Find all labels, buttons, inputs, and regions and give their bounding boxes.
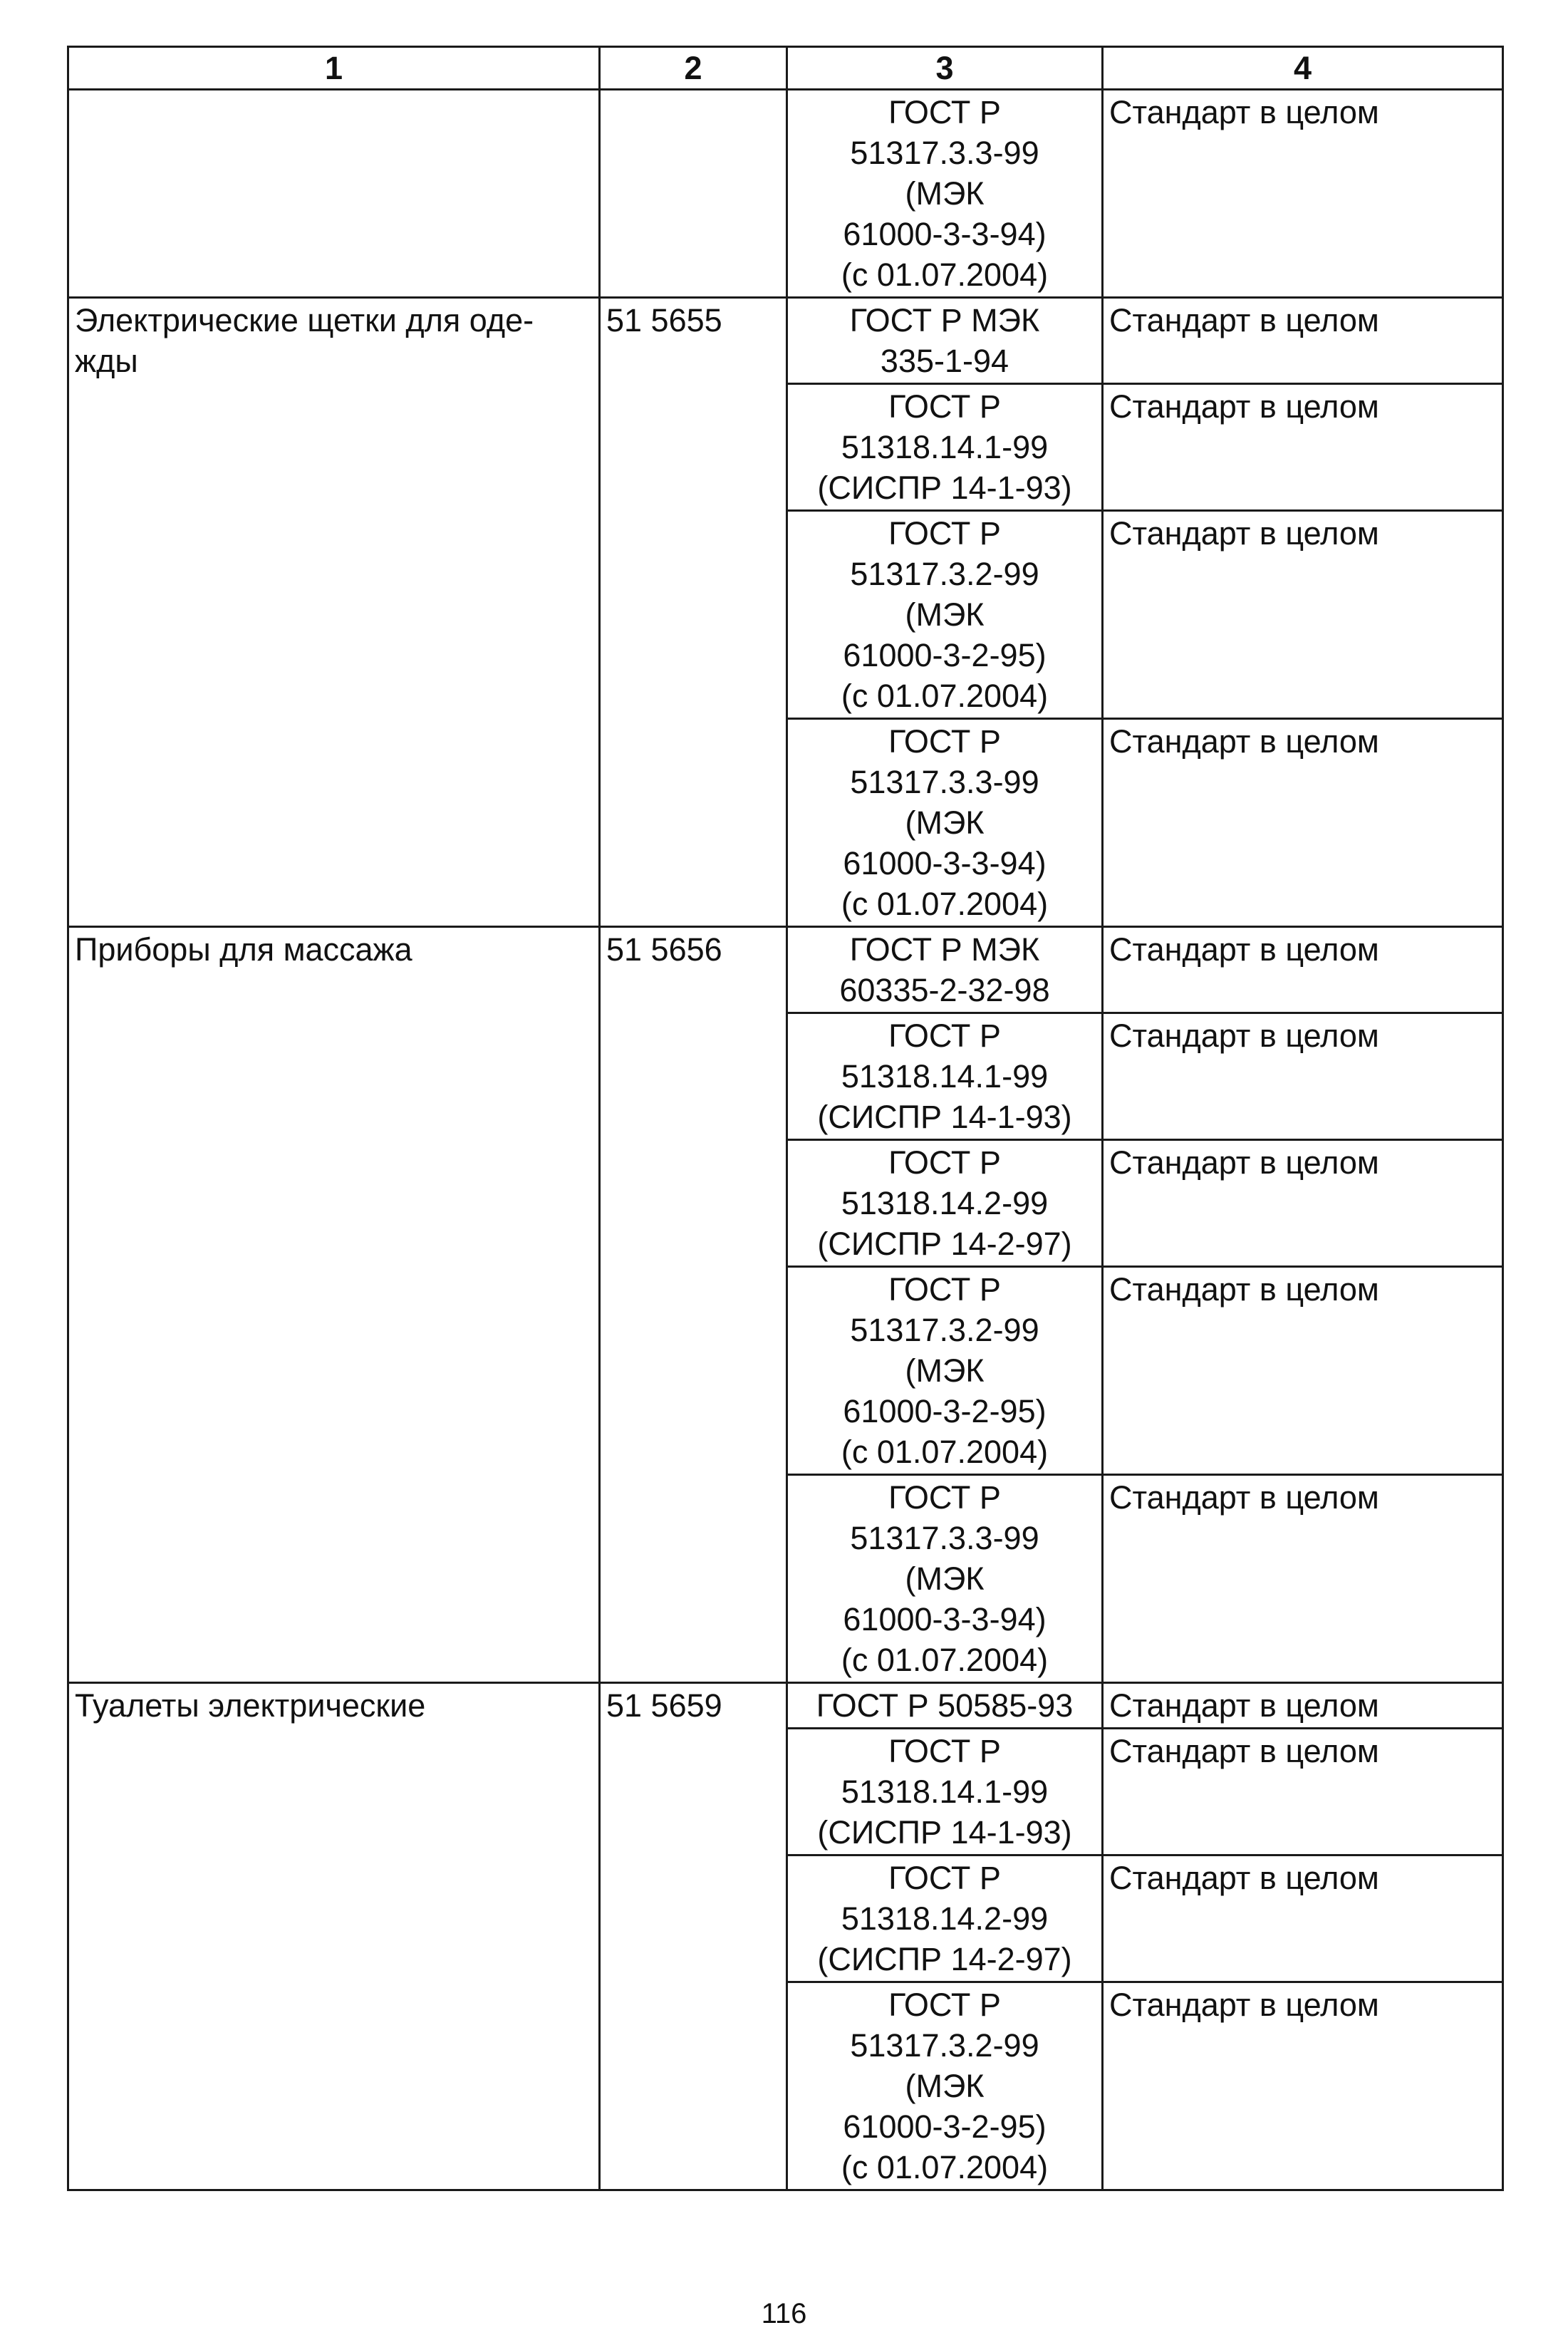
scope-cell: Стандарт в целом <box>1103 298 1503 384</box>
product-code-cell <box>600 90 787 298</box>
standard-line: 51317.3.2-99 <box>850 1312 1039 1348</box>
standard-line: ГОСТ Р 50585-93 <box>816 1687 1074 1724</box>
standard-line: 61000-3-3-94) <box>843 1601 1047 1637</box>
standard-line: ГОСТ Р <box>888 94 1001 130</box>
standard-line: ГОСТ Р <box>888 1271 1001 1308</box>
standard-cell <box>787 384 1103 511</box>
standard-line: ГОСТ Р <box>888 1018 1001 1054</box>
product-name-cell: Приборы для массажа <box>68 927 600 1683</box>
standard-line: 51318.14.1-99 <box>841 429 1049 465</box>
product-code-cell: 51 5655 <box>600 298 787 927</box>
standard-line: (с 01.07.2004) <box>841 1642 1049 1678</box>
standard-cell <box>787 1475 1103 1683</box>
standard-line: ГОСТ Р МЭК <box>849 931 1040 968</box>
standard-line: (с 01.07.2004) <box>841 678 1049 714</box>
standard-cell <box>787 927 1103 1013</box>
scope-cell: Стандарт в целом <box>1103 90 1503 298</box>
standard-line: (СИСПР 14-1-93) <box>817 470 1072 506</box>
header-row <box>68 47 1503 90</box>
scope-cell: Стандарт в целом <box>1103 511 1503 719</box>
standard-line: ГОСТ Р <box>888 1144 1001 1181</box>
column-header: 2 <box>600 47 787 90</box>
scope-cell: Стандарт в целом <box>1103 1267 1503 1475</box>
standard-line: 61000-3-2-95) <box>843 637 1047 673</box>
scope-cell: Стандарт в целом <box>1103 1729 1503 1855</box>
standard-line: 51317.3.3-99 <box>850 1520 1039 1556</box>
scope-cell: Стандарт в целом <box>1103 1683 1503 1729</box>
standard-cell <box>787 1855 1103 1982</box>
standard-line: 61000-3-3-94) <box>843 845 1047 881</box>
standard-line: 61000-3-3-94) <box>843 216 1047 252</box>
column-header: 1 <box>68 47 600 90</box>
standard-line: (МЭК <box>905 804 985 841</box>
product-name-cell: Туалеты электрические <box>68 1683 600 2190</box>
table-row <box>68 927 1503 1013</box>
table-row <box>68 298 1503 384</box>
standard-line: (МЭК <box>905 1560 985 1597</box>
standard-line: (СИСПР 14-2-97) <box>817 1226 1072 1262</box>
standard-cell <box>787 90 1103 298</box>
standard-line: (СИСПР 14-1-93) <box>817 1099 1072 1135</box>
standard-line: ГОСТ Р <box>888 1987 1001 2023</box>
standard-cell <box>787 1683 1103 1729</box>
standard-line: 60335-2-32-98 <box>839 972 1050 1008</box>
scope-cell: Стандарт в целом <box>1103 1982 1503 2190</box>
standard-line: ГОСТ Р <box>888 515 1001 552</box>
standard-line: (МЭК <box>905 175 985 212</box>
standard-line: 61000-3-2-95) <box>843 1393 1047 1429</box>
table-row <box>68 90 1503 298</box>
standard-cell <box>787 511 1103 719</box>
standard-line: ГОСТ Р <box>888 1733 1001 1769</box>
scope-cell: Стандарт в целом <box>1103 1855 1503 1982</box>
scope-cell: Стандарт в целом <box>1103 1475 1503 1683</box>
standard-cell <box>787 1267 1103 1475</box>
standard-line: 51318.14.1-99 <box>841 1774 1049 1810</box>
standard-cell <box>787 298 1103 384</box>
product-code-cell: 51 5656 <box>600 927 787 1683</box>
standard-line: 51317.3.3-99 <box>850 135 1039 171</box>
standard-line: ГОСТ Р МЭК <box>849 302 1040 338</box>
column-header: 3 <box>787 47 1103 90</box>
product-name-cell <box>68 90 600 298</box>
standard-line: (с 01.07.2004) <box>841 1434 1049 1470</box>
standard-line: (с 01.07.2004) <box>841 886 1049 922</box>
product-name-cell: Электрические щетки для оде-жды <box>68 298 600 927</box>
scope-cell: Стандарт в целом <box>1103 1140 1503 1267</box>
standard-line: 51318.14.2-99 <box>841 1900 1049 1937</box>
standard-line: ГОСТ Р <box>888 723 1001 760</box>
standard-cell <box>787 719 1103 927</box>
standard-line: 335-1-94 <box>880 343 1009 379</box>
standard-cell <box>787 1982 1103 2190</box>
product-code-cell: 51 5659 <box>600 1683 787 2190</box>
standard-line: (СИСПР 14-2-97) <box>817 1941 1072 1977</box>
column-header: 4 <box>1103 47 1503 90</box>
standard-line: (СИСПР 14-1-93) <box>817 1814 1072 1851</box>
standard-line: 51318.14.1-99 <box>841 1058 1049 1094</box>
standard-line: (с 01.07.2004) <box>841 257 1049 293</box>
standard-line: ГОСТ Р <box>888 1479 1001 1516</box>
table-row <box>68 1683 1503 1729</box>
standard-cell <box>787 1140 1103 1267</box>
standards-table <box>67 46 1504 2191</box>
standard-line: 61000-3-2-95) <box>843 2108 1047 2145</box>
page-number: 116 <box>761 2298 807 2329</box>
standard-line: 51317.3.3-99 <box>850 764 1039 800</box>
standard-line: 51318.14.2-99 <box>841 1185 1049 1221</box>
standard-line: ГОСТ Р <box>888 388 1001 425</box>
scope-cell: Стандарт в целом <box>1103 384 1503 511</box>
standard-line: ГОСТ Р <box>888 1860 1001 1896</box>
scope-cell: Стандарт в целом <box>1103 719 1503 927</box>
standard-line: (МЭК <box>905 2068 985 2104</box>
standard-line: (МЭК <box>905 1352 985 1389</box>
standard-line: (с 01.07.2004) <box>841 2149 1049 2185</box>
scope-cell: Стандарт в целом <box>1103 927 1503 1013</box>
standard-cell <box>787 1729 1103 1855</box>
standard-line: 51317.3.2-99 <box>850 556 1039 592</box>
standard-line: 51317.3.2-99 <box>850 2027 1039 2064</box>
standard-line: (МЭК <box>905 596 985 633</box>
scope-cell: Стандарт в целом <box>1103 1013 1503 1140</box>
standard-cell <box>787 1013 1103 1140</box>
